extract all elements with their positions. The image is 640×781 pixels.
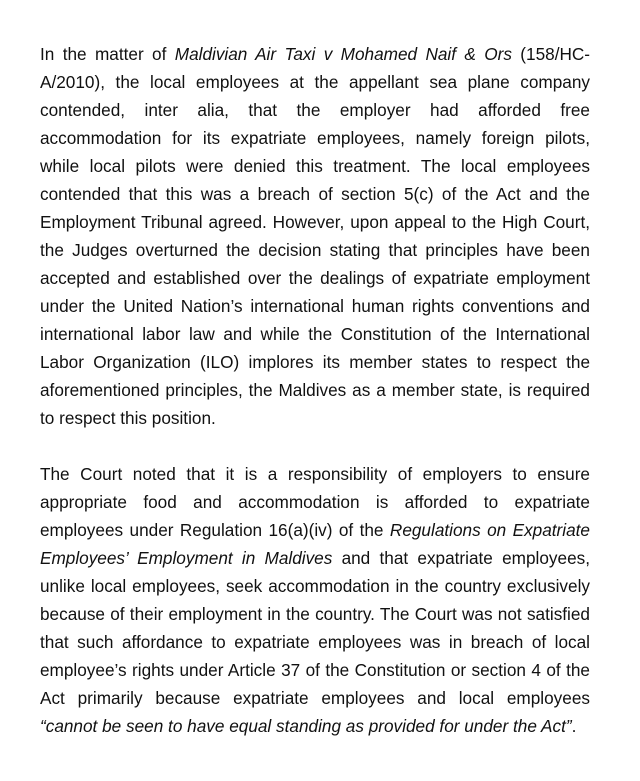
regulation-title: Regulations on Expatriate Employees’ Employment in Maldives xyxy=(40,520,590,568)
paragraph-2 xyxy=(40,460,590,740)
text-segment: and that expatriate employees, unlike local employees, seek accommodation in the country exclusively because of their employment in the country. The Court was not satisfied that such affordance to expatriate employees was in breach of local employee’s rights under Article 37 of the Constitution or section 4 of the Act primarily because expatriate employees and local employees xyxy=(40,548,590,708)
text-segment: . xyxy=(571,716,577,736)
text-segment: (158/HC-A/2010), the local employees at the appellant sea plane company contended, inter alia, that the employer had afforded free accommodation for its expatriate employees, namely foreign pilots, while local pilots were denied this treatment. The local employees contended that this was a breach of section 5(c) of the Act and the Employment Tribunal agreed. However, upon appeal to the High Court, the Judges overturned the decision stating that principles have been accepted and established over the dealings of expatriate employment under the United Nation’s international human rights conventions and international labor law and while the Constitution of the International Labor Organization (ILO) implores its member states to respect the aforementioned principles, the Maldives as a member state, is required to respect this position. xyxy=(40,44,591,428)
court-quote: “cannot be seen to have equal standing as provided for under the Act” xyxy=(40,716,572,736)
text-segment: In the matter of xyxy=(40,44,175,64)
text-segment: The Court noted that it is a responsibility of employers to ensure appropriate food and accommodation is afforded to expatriate employees under Regulation 16(a)(iv) of the xyxy=(40,464,590,540)
case-name: Maldivian Air Taxi v Mohamed Naif & Ors xyxy=(174,44,512,64)
paragraph-1 xyxy=(40,40,590,432)
document-page xyxy=(40,40,590,740)
